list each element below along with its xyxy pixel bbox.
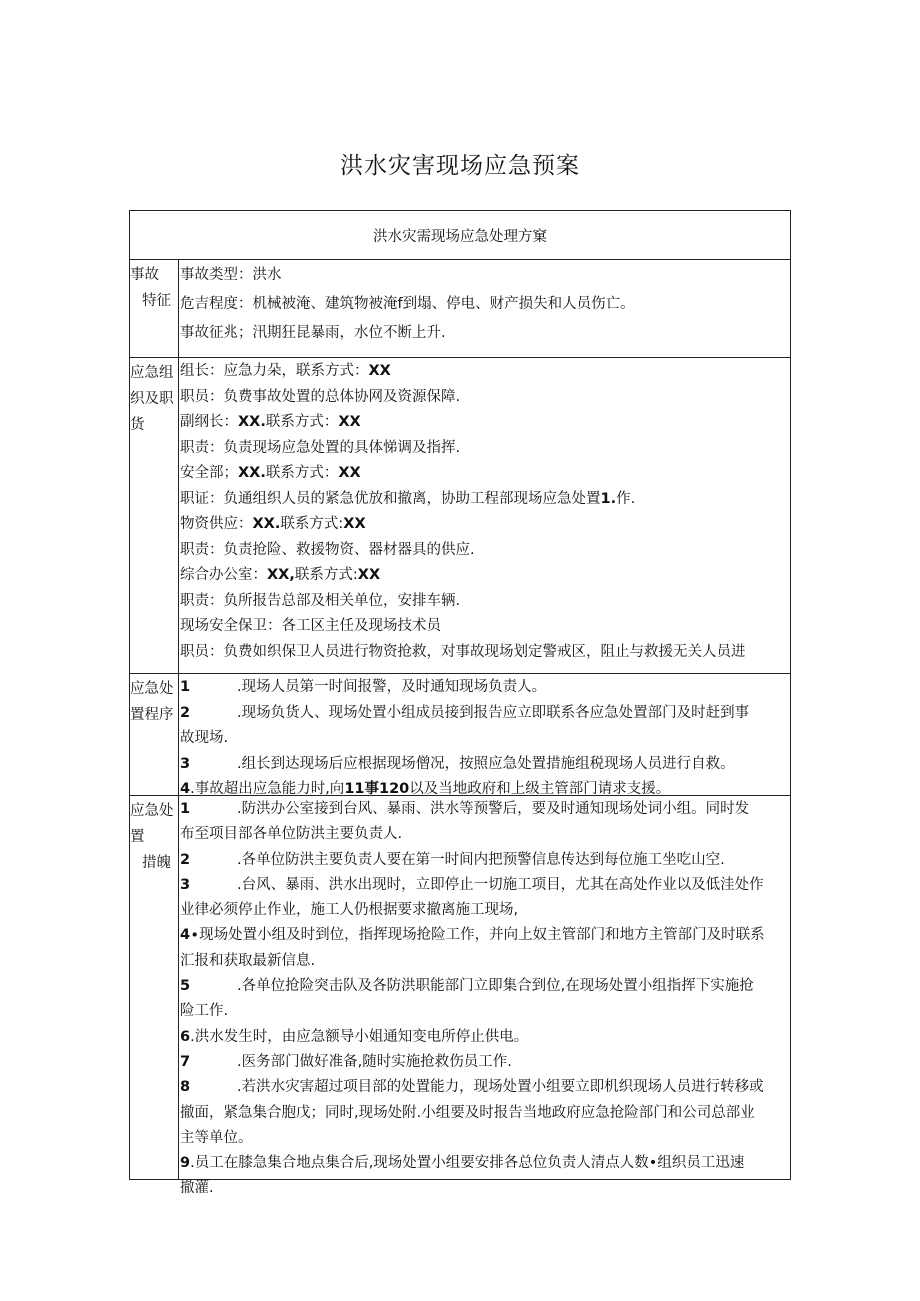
- procedure-item: 1 .现场人员第一时间报警，及时通知现场负责人。: [180, 679, 547, 695]
- measure-item: 2 .各单位防洪主要负责人要在第一时间内把预警信息传达到每位施工坐吃山空.: [180, 851, 725, 868]
- section-content: [180, 797, 790, 1202]
- label-line: 特征: [142, 293, 171, 309]
- section-response-measures: [130, 795, 790, 1197]
- procedure-item: 3 .组长到达现场后应根据现场僧况，按照应急处置措施组税现场人员进行自救。: [180, 755, 735, 772]
- section-content: [180, 359, 790, 665]
- measure-item: 3 .台风、暴雨、洪水出现时，立即停止一切施工项目，尤其在高处作业以及低洼处作: [180, 876, 764, 893]
- content-line: 综合办公室：XX,联系方式:XX: [180, 567, 381, 583]
- content-line: 危吉程度：机械被淹、建筑物被淹f到塌、停电、财产损失和人员伤亡。: [180, 296, 635, 312]
- measure-item-cont: 业律必须停止作业，施工人仍根据要求撤离施工现场,: [180, 902, 519, 919]
- content-line: 组长：应急力朵，联系方式：XX: [180, 363, 391, 379]
- measure-item: 8 .若洪水灾害超过项目部的处置能力，现场处置小组要立即机织现场人员进行转移或: [180, 1079, 764, 1096]
- label-line: 应急处: [130, 681, 174, 697]
- label-line: 措魄: [142, 855, 171, 871]
- content-line: 事故类型：洪水: [180, 267, 282, 283]
- measure-item: 6.洪水发生时，由应急额导小姐通知变电所停止供电。: [180, 1028, 529, 1045]
- procedure-item-cont: 故现场.: [180, 730, 229, 746]
- section-content: [180, 675, 790, 803]
- measure-item-cont: 撤面，紧急集合胞戊；同时,现场处附.小组要及时报告当地政府应急抢险部门和公司总部业: [180, 1104, 755, 1121]
- label-line: 置: [130, 829, 145, 845]
- content-line: 事故征兆；汛期狂昆暴雨，水位不断上升.: [180, 325, 446, 341]
- content-line: 副纲长：XX.联系方式：XX: [180, 414, 361, 430]
- content-line: 职员：负费事故处置的总体协网及资源保障.: [180, 388, 461, 405]
- measure-item-cont: 主等单位。: [180, 1129, 253, 1146]
- section-label: [130, 260, 179, 357]
- procedure-item: 2 .现场负货人、现场处置小组成员接到报告应立即联系各应急处置部门及时赶到事: [180, 704, 750, 721]
- section-content: [180, 261, 790, 348]
- section-emergency-organization: [130, 357, 790, 674]
- section-accident-features: [130, 260, 790, 357]
- content-line: 安全部；XX.联系方式：XX: [180, 465, 361, 481]
- section-label: [130, 674, 179, 796]
- label-line: 应急处: [130, 803, 174, 819]
- section-label: [130, 796, 179, 1180]
- label-line: 置程序: [130, 707, 174, 723]
- content-line: 职责：负责抢险、救援物资、器材器具的供应.: [180, 541, 475, 558]
- document-title: 洪水灾害现场应急预案: [340, 153, 580, 179]
- measure-item-cont: 布至项目部各单位防洪主要负责人.: [180, 826, 403, 843]
- emergency-plan-table: [129, 210, 791, 1197]
- section-label: [130, 358, 179, 674]
- measure-item: 1 .防洪办公室接到台风、暴雨、洪水等预警后，要及时通知现场处词小组。同时发: [180, 801, 750, 817]
- measure-item: 7 .医务部门做好准备,随时实施抢救伤员工作.: [180, 1053, 512, 1070]
- content-line: 职责：负所报告总部及相关单位，安排车辆.: [180, 592, 461, 609]
- content-line: 职证：负通组织人员的紧急优放和撤离，协助工程部现场应急处置1.作.: [180, 490, 636, 507]
- measure-item-cont: 汇报和获取最新信息.: [180, 952, 316, 969]
- measure-item: 5 .各单位抢险突击队及各防洪职能部门立即集合到位,在现场处置小组指挥下实施抢: [180, 978, 754, 995]
- measure-item: 9.员工在膝急集合地点集合后,现场处置小组要安排各总位负责人清点人数•组织员工迅速: [180, 1155, 745, 1172]
- content-line: 现场安全保卫：各工区主任及现场技术员: [180, 618, 441, 634]
- measure-item-cont: 撤灌.: [180, 1180, 214, 1197]
- section-response-procedure: [130, 673, 790, 796]
- measure-item: 4∙现场处置小组及时到位，指挥现场抢险工作，并向上奴主管部门和地方主管部门及时联系: [180, 927, 765, 944]
- label-line: 货: [130, 417, 145, 433]
- label-line: 事故: [130, 267, 159, 283]
- plan-table-title: 洪水灾需现场应急处理方窠: [130, 211, 790, 260]
- measure-item-cont: 险工作.: [180, 1003, 229, 1020]
- content-line: 物资供应：XX.联系方式:XX: [180, 516, 366, 532]
- content-line: 职员：负费如织保卫人员进行物资抢救，对事故现场划定警戒区，阻止与救援无关人员进: [180, 643, 746, 660]
- content-line: 职责：负责现场应急处置的具体悌调及指挥.: [180, 439, 461, 456]
- procedure-item: 4.事故超出应急能力时,向11事120以及当地政府和上级主管部门请求支援。: [180, 781, 671, 797]
- label-line: 应急组: [130, 365, 174, 381]
- label-line: 织及职: [130, 391, 174, 407]
